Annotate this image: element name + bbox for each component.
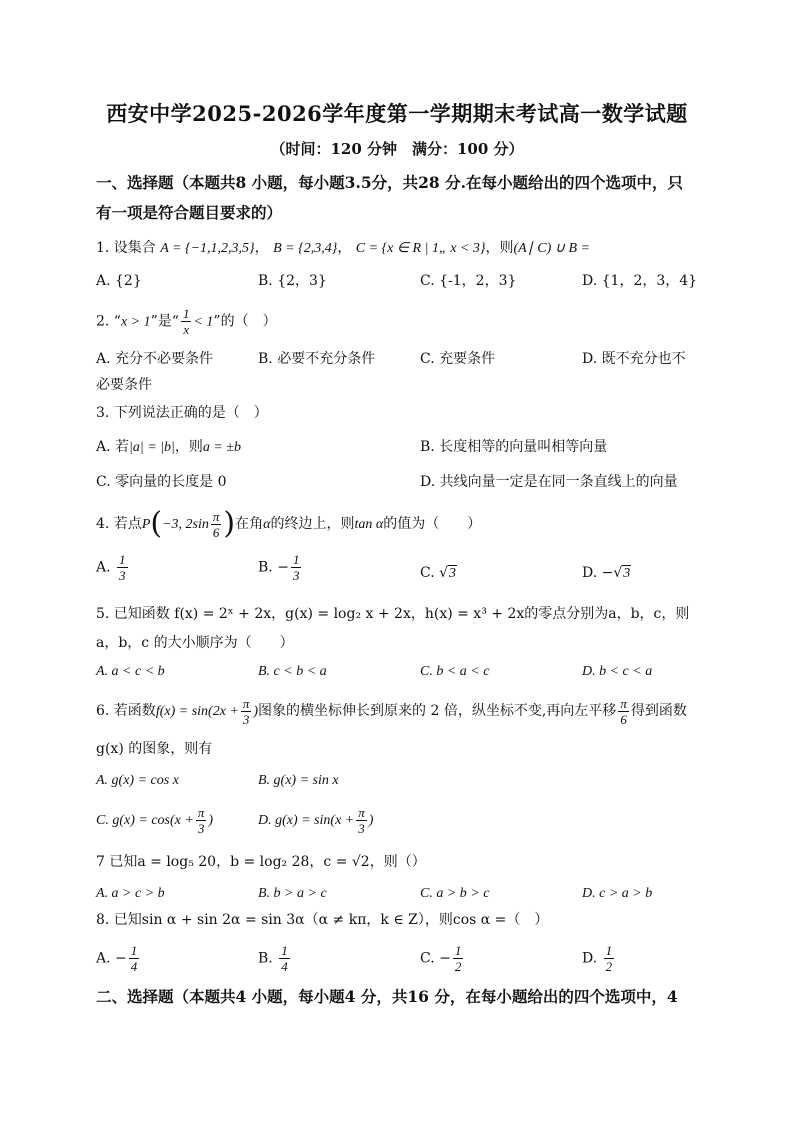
exam-subtitle: （时间：120 分钟 满分：100 分） bbox=[270, 140, 524, 158]
q4-option-a-num: 1 bbox=[119, 552, 126, 567]
q7-option-d: D. c > a > b bbox=[582, 886, 653, 901]
q2-option-d: D. 既不充分也不 bbox=[582, 351, 686, 367]
question-3-stem: 3. 下列说法正确的是（ ） bbox=[96, 405, 268, 421]
q4-option-b-label: B. bbox=[258, 559, 273, 576]
q5-option-c: C. b < a < c bbox=[420, 664, 490, 679]
q8-option-c-den: 2 bbox=[454, 959, 462, 974]
q1-option-d: D. {1，2，3，4} bbox=[582, 273, 698, 289]
q8-option-a-label: A. bbox=[96, 950, 111, 967]
q8-option-d-num: 1 bbox=[605, 943, 613, 958]
q4-point-coords: −3, 2sin bbox=[162, 517, 209, 532]
q2-text-b: ”是“ bbox=[150, 313, 179, 330]
section-1-line2: 有一项是符合题目要求的） bbox=[96, 203, 283, 222]
q6-frac-denominator: 3 bbox=[242, 711, 250, 727]
q8-option-a bbox=[96, 943, 141, 974]
q4-option-c-label: C. bbox=[420, 565, 435, 581]
q3-option-a-label: A. 若 bbox=[96, 439, 130, 455]
q6-option-c-den: 3 bbox=[197, 821, 205, 837]
q6-frac2-denominator: 6 bbox=[620, 711, 627, 727]
q4-option-a-label: A. bbox=[96, 559, 111, 576]
q4-option-d: D. −√3 bbox=[582, 565, 631, 581]
q6-fraction bbox=[241, 696, 252, 727]
q2-frac-denominator: x bbox=[183, 322, 190, 337]
q4-option-d-root: 3 bbox=[623, 566, 631, 581]
q6-option-d-num: π bbox=[358, 805, 365, 821]
q1-option-b: B. {2，3} bbox=[258, 273, 327, 289]
q6-option-c-fraction bbox=[196, 805, 207, 836]
q4-option-a-den: 3 bbox=[119, 568, 126, 583]
exam-title: 西安中学2025-2026学年度第一学期期末考试高一数学试题 bbox=[106, 101, 688, 126]
question-5-line2: a，b，c 的大小顺序为（ ） bbox=[96, 635, 294, 651]
q4-option-a-fraction bbox=[117, 552, 128, 583]
q4-frac-numerator: π bbox=[212, 508, 220, 524]
q2-option-d-continued: 必要条件 bbox=[96, 377, 152, 393]
q8-option-d-fraction bbox=[604, 943, 615, 974]
q4-option-b-num: 1 bbox=[292, 552, 300, 567]
q1-set-c: C = {x ∈ R | 1„ x < 3} bbox=[355, 241, 486, 256]
q4-option-c-root: 3 bbox=[449, 566, 457, 581]
q8-option-b bbox=[258, 943, 292, 974]
question-1-stem: 1. 设集合 A = {−1,1,2,3,5}， B = {2,3,4}， C = {x ∈ R | 1„ x < 3}，则(A∣ C) ∪ B = bbox=[96, 240, 590, 256]
q6-fraction-2 bbox=[618, 696, 629, 727]
q4-right-paren: ) bbox=[223, 506, 236, 541]
q8-option-b-num: 1 bbox=[281, 943, 288, 958]
q2-option-b: B. 必要不充分条件 bbox=[258, 351, 376, 367]
q4-option-b-sign: − bbox=[277, 559, 289, 576]
q5-option-a: A. a < c < b bbox=[96, 664, 165, 679]
q4-option-b-fraction bbox=[291, 552, 302, 583]
q6-frac-numerator: π bbox=[242, 695, 250, 711]
q8-option-c-num: 1 bbox=[454, 943, 462, 958]
q6-function-close: ) bbox=[253, 704, 259, 719]
q2-text-c: ”的（ ） bbox=[213, 313, 277, 330]
q8-option-d-label: D. bbox=[582, 950, 598, 967]
q5-option-b: B. c < b < a bbox=[258, 664, 327, 679]
q8-option-b-fraction bbox=[279, 943, 290, 974]
q3-option-a-expr: |a| = |b| bbox=[129, 440, 175, 455]
q6-function: f(x) = sin(2x + bbox=[155, 704, 239, 719]
q1-expression: (A∣ C) ∪ B = bbox=[513, 241, 590, 256]
question-4-stem bbox=[96, 506, 706, 542]
q6-option-c-text: C. g(x) = cos(x + bbox=[96, 813, 194, 828]
q8-option-d-den: 2 bbox=[605, 959, 613, 974]
q3-option-b: B. 长度相等的向量叫相等向量 bbox=[420, 439, 608, 455]
q4-alpha: α bbox=[263, 517, 271, 532]
q2-text-a: 2. “ bbox=[96, 313, 121, 330]
q7-option-a: A. a > c > b bbox=[96, 886, 165, 901]
q4-option-b bbox=[258, 552, 303, 583]
q4-frac-denominator: 6 bbox=[212, 524, 220, 540]
q4-option-a bbox=[96, 552, 130, 583]
q8-option-d bbox=[582, 943, 616, 974]
q6-option-a: A. g(x) = cos x bbox=[96, 773, 179, 788]
question-2-stem bbox=[96, 306, 706, 337]
q6-option-d-den: 3 bbox=[358, 821, 365, 837]
q8-option-c-sign: − bbox=[439, 950, 451, 967]
question-8-stem: 8. 已知sin α + sin 2α = sin 3α（α ≠ kπ，k ∈ Z），则cos α =（ ） bbox=[96, 912, 549, 928]
q6-option-d-text: D. g(x) = sin(x + bbox=[258, 813, 355, 828]
q4-point-label: P bbox=[141, 517, 151, 532]
q3-option-a-mid: ，则 bbox=[174, 439, 203, 455]
q8-option-c bbox=[420, 943, 465, 974]
q4-text-d: 的值为（ ） bbox=[383, 516, 482, 532]
q3-option-a bbox=[96, 436, 241, 459]
q7-option-b: B. b > a > c bbox=[258, 886, 327, 901]
q1-option-c: C. {-1，2，3} bbox=[420, 273, 517, 289]
q2-condition-1: x > 1 bbox=[120, 314, 151, 330]
q2-frac-numerator: 1 bbox=[182, 306, 190, 321]
q4-option-c: C. √3 bbox=[420, 565, 457, 581]
q6-option-c-close: ) bbox=[208, 813, 213, 828]
section-1-line1: 一、选择题（本题共8 小题，每小题3.5分，共28 分.在每小题给出的四个选项中，只 bbox=[96, 173, 684, 192]
q4-text-b: 在角 bbox=[235, 516, 264, 532]
question-7-stem: 7 已知a = log₅ 20，b = log₂ 28，c = √2，则（） bbox=[96, 854, 426, 870]
q2-option-a: A. 充分不必要条件 bbox=[96, 351, 214, 367]
q4-text-c: 的终边上，则 bbox=[270, 516, 355, 532]
q8-option-c-fraction bbox=[453, 943, 464, 974]
q4-option-d-label: D. bbox=[582, 565, 598, 581]
q1-set-b: B = {2,3,4} bbox=[273, 241, 338, 256]
q6-text-a: 6. 若函数 bbox=[96, 703, 156, 719]
q6-text-b: 图象的横坐标伸长到原来的 2 倍，纵坐标不变,再向左平移 bbox=[258, 703, 617, 719]
q8-option-b-den: 4 bbox=[281, 959, 288, 974]
question-6-line2: g(x) 的图象，则有 bbox=[96, 741, 213, 757]
section-1-heading bbox=[96, 168, 706, 228]
q6-frac2-numerator: π bbox=[620, 695, 627, 711]
q6-option-d-close: ) bbox=[368, 813, 374, 828]
q8-option-a-sign: − bbox=[115, 950, 127, 967]
q8-option-a-num: 1 bbox=[130, 943, 138, 958]
q2-fraction bbox=[181, 306, 192, 337]
q4-left-paren: ( bbox=[150, 506, 163, 541]
q4-option-d-sign: − bbox=[601, 565, 614, 581]
q3-option-a-expr2: a = ±b bbox=[202, 440, 241, 455]
q8-option-a-fraction bbox=[129, 943, 140, 974]
q5-option-d: D. b < c < a bbox=[582, 664, 653, 679]
q6-option-b: B. g(x) = sin x bbox=[258, 773, 339, 788]
q7-option-c: C. a > b > c bbox=[420, 886, 490, 901]
q6-text-c: 得到函数 bbox=[630, 703, 687, 719]
q4-tan: tan α bbox=[354, 517, 384, 532]
q2-condition-2: < 1 bbox=[193, 314, 214, 330]
q1-text-a: 1. 设集合 bbox=[96, 240, 156, 256]
question-5-line1: 5. 已知函数 f(x) = 2ˣ + 2x，g(x) = log₂ x + 2x，h(x) = x³ + 2x的零点分别为a，b，c，则 bbox=[96, 606, 690, 622]
q6-option-c-num: π bbox=[197, 805, 205, 821]
q1-option-a: A. {2} bbox=[96, 273, 142, 289]
q1-set-a: A = {−1,1,2,3,5} bbox=[160, 241, 255, 256]
q4-option-b-den: 3 bbox=[292, 568, 300, 583]
q1-text-b: ，则 bbox=[485, 240, 514, 256]
q4-text-a: 4. 若点 bbox=[96, 516, 142, 532]
section-2-heading: 二、选择题（本题共4 小题，每小题4 分，共16 分，在每小题给出的四个选项中，4 bbox=[96, 987, 678, 1006]
q8-option-a-den: 4 bbox=[130, 959, 138, 974]
q4-fraction bbox=[211, 509, 222, 540]
q3-option-d: D. 共线向量一定是在同一条直线上的向量 bbox=[420, 474, 678, 490]
q3-option-c: C. 零向量的长度是 0 bbox=[96, 474, 227, 490]
q6-option-d-fraction bbox=[356, 805, 367, 836]
q6-option-d bbox=[258, 803, 373, 839]
q6-option-c bbox=[96, 803, 213, 839]
q8-option-c-label: C. bbox=[420, 950, 435, 967]
q2-option-c: C. 充要条件 bbox=[420, 351, 496, 367]
q8-option-b-label: B. bbox=[258, 950, 273, 967]
question-6-line1 bbox=[96, 694, 706, 728]
